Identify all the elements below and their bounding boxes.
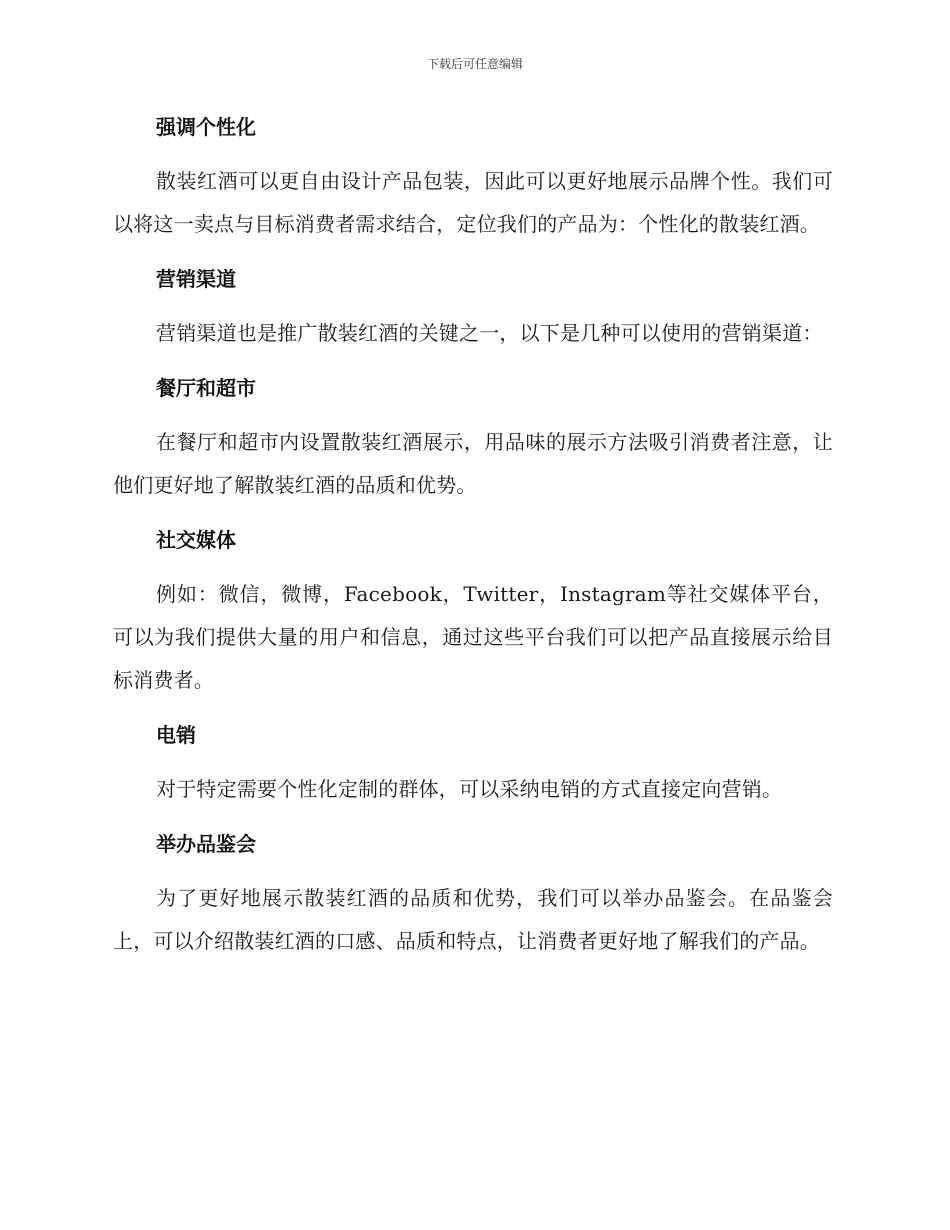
section-paragraph-restaurants-supermarkets: 在餐厅和超市内设置散装红酒展示，用品味的展示方法吸引消费者注意，让他们更好地了解散装红酒的品质和优势。 [113, 430, 833, 497]
section-heading-personalization: 强调个性化 [156, 115, 256, 139]
section-paragraph-telemarketing: 对于特定需要个性化定制的群体，可以采纳电销的方式直接定向营销。 [156, 777, 783, 801]
section-paragraph-personalization: 散装红酒可以更自由设计产品包装，因此可以更好地展示品牌个性。我们可以将这一卖点与目标消费者需求结合，定位我们的产品为：个性化的散装红酒。 [113, 169, 833, 236]
section-heading-tasting-event: 举办品鉴会 [156, 832, 256, 856]
document-body [113, 106, 833, 975]
section-heading-social-media: 社交媒体 [156, 528, 236, 552]
section-heading-telemarketing: 电销 [156, 723, 196, 747]
section-paragraph-social-media: 例如：微信，微博，Facebook，Twitter，Instagram等社交媒体平台，可以为我们提供大量的用户和信息，通过这些平台我们可以把产品直接展示给目标消费者。 [113, 582, 833, 692]
section-paragraph-tasting-event: 为了更好地展示散装红酒的品质和优势，我们可以举办品鉴会。在品鉴会上，可以介绍散装红酒的口感、品质和特点，让消费者更好地了解我们的产品。 [113, 886, 833, 953]
header-note: 下载后可任意编辑 [426, 57, 523, 71]
section-heading-restaurants-supermarkets: 餐厅和超市 [156, 376, 256, 400]
section-paragraph-marketing-channels: 营销渠道也是推广散装红酒的关键之一，以下是几种可以使用的营销渠道： [156, 321, 823, 345]
section-heading-marketing-channels: 营销渠道 [156, 267, 236, 291]
